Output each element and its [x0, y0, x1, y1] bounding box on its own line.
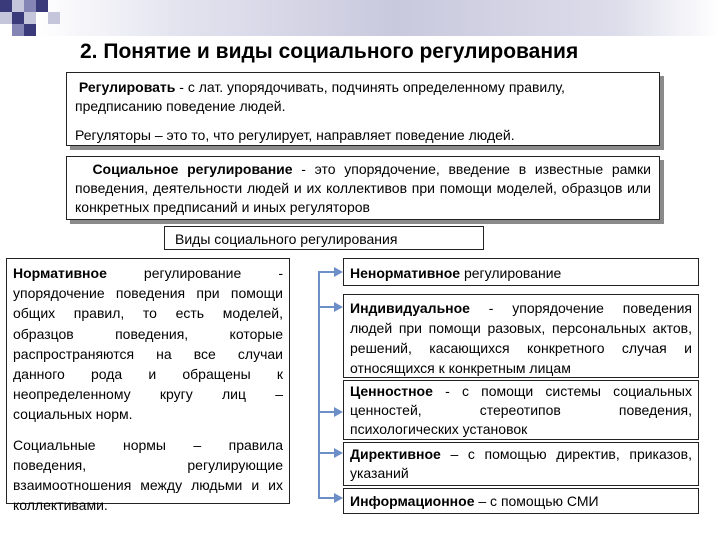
directive-text: – с помощью директив, приказов, указаний — [350, 446, 692, 481]
header-gradient-band — [0, 0, 720, 36]
normative-definition — [13, 263, 283, 425]
type-nonnormative-box — [343, 258, 699, 286]
value-term: Ценностное — [350, 383, 433, 399]
social-reg-text: - это упорядочение, введение в известные рамки поведения, деятельности людей и их коллективов при помощи моделей, образцов или конкретных предписаний и иных регуляторов — [75, 161, 651, 215]
type-individual-box — [343, 294, 699, 378]
type-value-box — [343, 380, 699, 440]
types-header-box — [164, 226, 484, 250]
individual-text: - упорядочение поведения людей при помощи разовых, персональных актов, решений, касающихся конкретного случая и относящихся к конкретным лицам — [350, 300, 692, 376]
social-reg-term: Социальное регулирование — [92, 161, 293, 177]
normative-term: Нормативное — [13, 265, 107, 281]
type-directive-box — [343, 442, 699, 486]
types-header: Виды социального регулирования — [175, 231, 398, 247]
definition-regulators: Регуляторы – это то, что регулирует, направляет поведение людей. — [75, 127, 515, 143]
individual-term: Индивидуальное — [350, 300, 470, 316]
slide-title: 2. Понятие и виды социального регулирования — [80, 40, 579, 63]
informational-term: Информационное — [350, 493, 475, 509]
informational-text: – с помощью СМИ — [474, 493, 599, 509]
definition-regulate-box — [66, 72, 660, 146]
value-text: - с помощи системы социальных ценностей, стереотипов поведения, психологических установок — [350, 383, 692, 437]
type-informational-box — [343, 488, 699, 514]
definition-social-regulation-box — [66, 156, 660, 220]
directive-term: Директивное — [350, 446, 441, 462]
nonnormative-term: Ненормативное — [350, 265, 461, 281]
definition-regulate — [75, 78, 651, 116]
normative-text: регулирование - упорядочение поведения при помощи общих правил, то есть моделей, образцов поведения, которые распространяются на все случаи данного рода и обращены к неопределенному кругу лиц – социальных норм. — [13, 265, 283, 423]
regulate-text: - с лат. упорядочивать, подчинять определенному правилу, предписанию поведение людей. — [75, 79, 565, 114]
social-norms-definition: Социальные нормы – правила поведения, регулирующие взаимоотношения между людьми и их коллективами. — [13, 436, 283, 514]
regulate-term: Регулировать — [78, 79, 176, 95]
normative-box — [6, 258, 290, 514]
nonnormative-text: регулирование — [460, 265, 562, 281]
